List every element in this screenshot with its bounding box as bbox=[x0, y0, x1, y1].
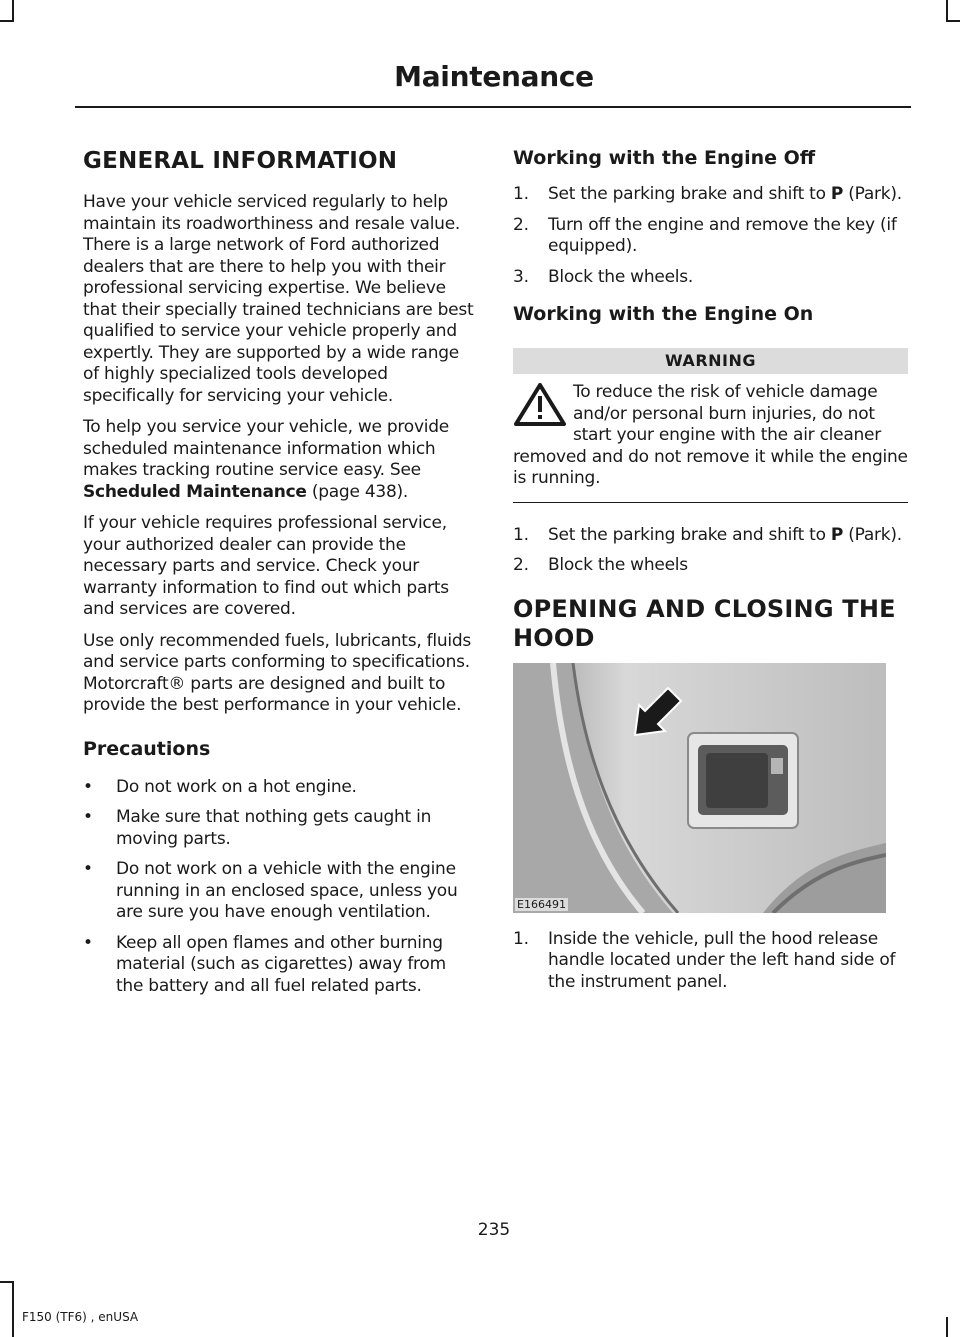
warning-text: To reduce the risk of vehicle damage and/or personal burn injuries, do not start your engine with the air cleaner removed and do not remove it while the engine is running. bbox=[513, 382, 908, 488]
left-column bbox=[83, 146, 478, 1006]
figure-code: E166491 bbox=[517, 897, 566, 911]
crop-mark bbox=[946, 0, 948, 20]
list-item: • Keep all open flames and other burning material (such as cigarettes) away from the battery and all fuel related parts. bbox=[83, 932, 446, 996]
list-item: 1. Inside the vehicle, pull the hood release handle located under the left hand side of the instrument panel. bbox=[513, 928, 896, 992]
list-item: 2. Turn off the engine and remove the key (if equipped). bbox=[513, 214, 897, 256]
list-item: • Make sure that nothing gets caught in moving parts. bbox=[83, 807, 432, 849]
heading-engine-off: Working with the Engine Off bbox=[513, 147, 816, 169]
crop-mark bbox=[946, 20, 960, 22]
engine-off-steps bbox=[513, 184, 908, 288]
crop-mark bbox=[946, 1317, 948, 1337]
list-item: • Do not work on a vehicle with the engine running in an enclosed space, unless you are sure you have enough ventilation. bbox=[83, 859, 458, 922]
hood-steps bbox=[513, 929, 908, 994]
hood-release-illustration bbox=[513, 663, 886, 913]
precautions-list bbox=[83, 777, 478, 998]
warning-triangle-icon bbox=[513, 382, 567, 428]
crop-mark bbox=[12, 0, 14, 20]
scheduled-maintenance-link[interactable]: Scheduled Maintenance bbox=[83, 481, 307, 502]
crop-mark bbox=[12, 1281, 14, 1337]
hood-release-photo bbox=[513, 663, 886, 913]
paragraph-professional-service: If your vehicle requires professional service, your authorized dealer can provide the necessary parts and service. Check your warranty information to find out which parts and services are covered. bbox=[83, 513, 449, 619]
heading-precautions: Precautions bbox=[83, 737, 211, 760]
heading-opening-closing-hood: OPENING AND CLOSING THE HOOD bbox=[513, 594, 896, 652]
bullet-marker: • bbox=[83, 807, 93, 827]
right-column bbox=[513, 146, 908, 1007]
bullet-marker: • bbox=[83, 859, 93, 879]
bullet-marker: • bbox=[83, 776, 93, 797]
list-item: 2. Block the wheels bbox=[513, 555, 688, 575]
crop-mark bbox=[0, 20, 14, 22]
warning-title: WARNING bbox=[513, 348, 908, 374]
list-item: 3. Block the wheels. bbox=[513, 266, 694, 287]
bullet-marker: • bbox=[83, 932, 93, 953]
heading-general-information: GENERAL INFORMATION bbox=[83, 148, 398, 174]
header-rule bbox=[75, 106, 911, 108]
heading-engine-on: Working with the Engine On bbox=[513, 303, 814, 325]
paragraph-recommended-parts: Use only recommended fuels, lubricants, fluids and service parts conforming to specifications. Motorcraft® parts are designed and built to provide the best performance in your vehicle. bbox=[83, 630, 471, 715]
crop-mark bbox=[0, 1281, 14, 1283]
footer-doc-id: F150 (TF6) , enUSA bbox=[22, 1310, 139, 1324]
list-item: 1. Set the parking brake and shift to P (Park). bbox=[513, 524, 902, 545]
engine-on-steps bbox=[513, 525, 908, 577]
warning-box bbox=[513, 374, 908, 503]
list-item: • Do not work on a hot engine. bbox=[83, 776, 357, 797]
paragraph-service-regularly: Have your vehicle serviced regularly to help maintain its roadworthiness and resale value. There is a large network of Ford authorized dealers that are there to help you with their professional servicing expertise. We believe that their specially trained technicians are best qualified to service your vehicle properly and expertly. They are supported by a wide range of highly specialized tools developed specifically for servicing your vehicle. bbox=[83, 192, 474, 406]
page-number: 235 bbox=[477, 1220, 511, 1240]
paragraph-scheduled-maintenance: To help you service your vehicle, we provide scheduled maintenance information which makes tracking routine service easy. See Scheduled Maintenance (page 438). bbox=[83, 417, 449, 502]
list-item: 1. Set the parking brake and shift to P (Park). bbox=[513, 184, 902, 204]
page-header-title: Maintenance bbox=[394, 60, 594, 93]
